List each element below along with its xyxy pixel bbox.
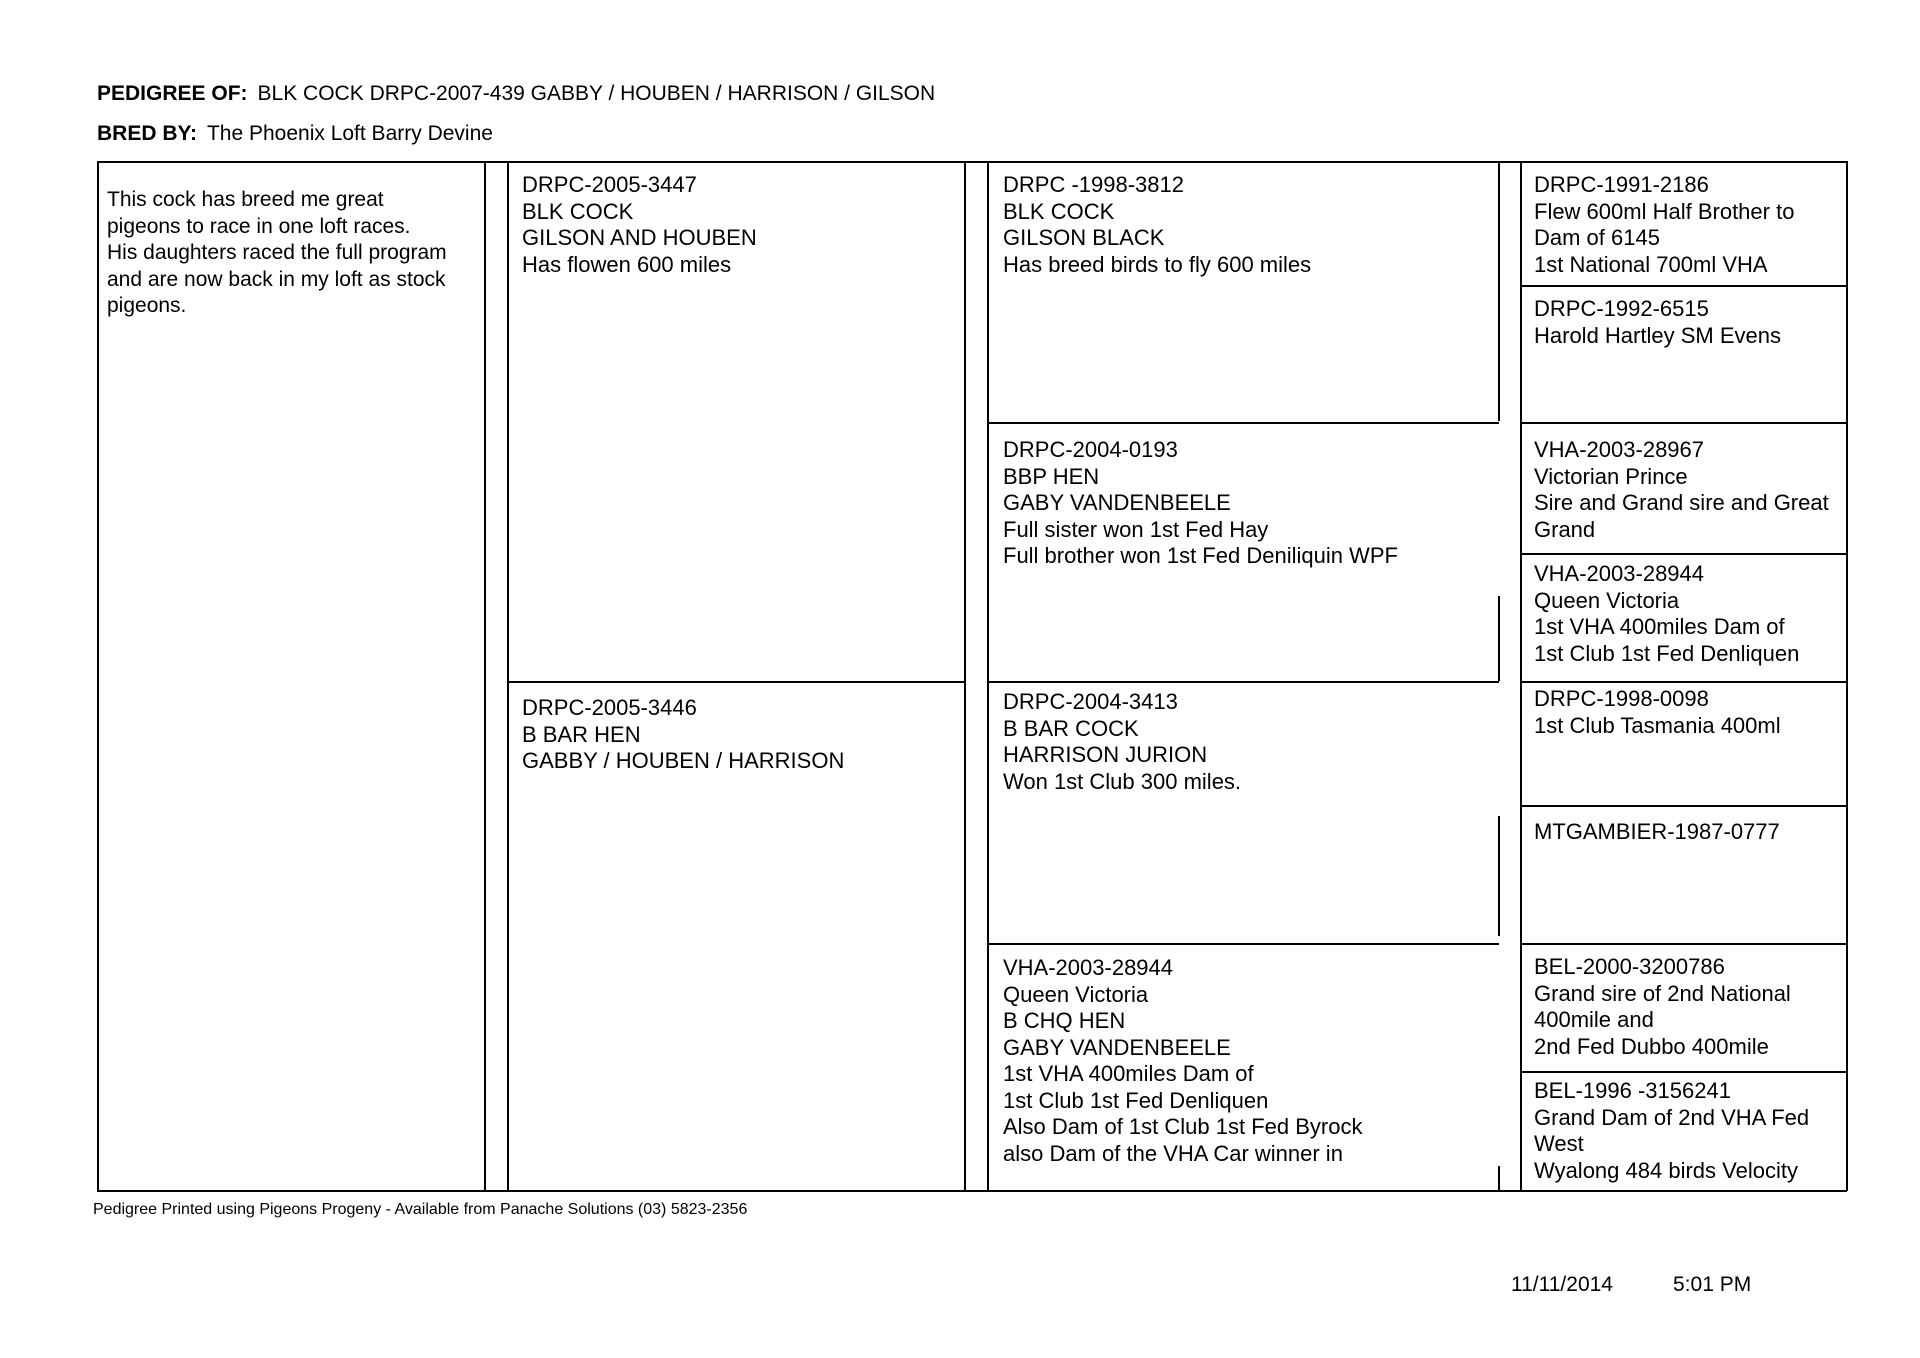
- sire-dam-box: DRPC-2004-0193 BBP HEN GABY VANDENBEELE Full sister won 1st Fed Hay Full brother won 1st Fed Deniliquin WPF: [1003, 437, 1398, 568]
- bred-by-value: The Phoenix Loft Barry Devine: [206, 122, 493, 145]
- bred-by-label: BRED BY:: [97, 122, 197, 145]
- col-line: [507, 161, 509, 1191]
- row-line: [1520, 943, 1847, 945]
- sire-sire-box: DRPC -1998-3812 BLK COCK GILSON BLACK Has breed birds to fly 600 miles: [1003, 172, 1312, 277]
- frame-right: [1846, 161, 1848, 1191]
- gg-dsd-box: MTGAMBIER-1987-0777: [1534, 819, 1780, 844]
- col-line: [1498, 161, 1500, 421]
- col-line: [1498, 816, 1500, 936]
- gg-ddd-box: BEL-1996 -3156241 Grand Dam of 2nd VHA Fed West Wyalong 484 birds Velocity: [1534, 1078, 1810, 1183]
- frame-top: [97, 161, 1847, 163]
- pedigree-label: PEDIGREE OF:: [97, 82, 248, 105]
- row-line: [1520, 285, 1847, 287]
- row-line: [1520, 553, 1847, 555]
- footer-credit: Pedigree Printed using Pigeons Progeny - Available from Panache Solutions (03) 5823-2356: [93, 1201, 748, 1218]
- row-line: [987, 681, 1499, 683]
- col-line: [987, 161, 989, 1191]
- row-line: [1520, 681, 1847, 683]
- row-line: [987, 422, 1499, 424]
- row-line: [987, 943, 1499, 945]
- row-line: [507, 681, 965, 683]
- pedigree-value: BLK COCK DRPC-2007-439 GABBY / HOUBEN / HARRISON / GILSON: [257, 82, 936, 105]
- dam-dam-box: VHA-2003-28944 Queen Victoria B CHQ HEN GABY VANDENBEELE 1st VHA 400miles Dam of 1st Club 1st Fed Denliquen Also Dam of 1st Club 1st Fed Byrock also Dam of the VHA Car winner in: [1003, 955, 1363, 1166]
- col-line: [1498, 596, 1500, 681]
- breeder-notes: This cock has breed me great pigeons to race in one loft races. His daughters raced the full program and are now back in my loft as stock pigeons.: [107, 188, 447, 317]
- row-line: [1520, 1071, 1847, 1073]
- gg-dss-box: DRPC-1998-0098 1st Club Tasmania 400ml: [1534, 686, 1781, 738]
- gg-dds-box: BEL-2000-3200786 Grand sire of 2nd National 400mile and 2nd Fed Dubbo 400mile: [1534, 954, 1791, 1059]
- print-time: 5:01 PM: [1673, 1273, 1752, 1296]
- print-date: 11/11/2014: [1511, 1273, 1613, 1296]
- gg-sdd-box: VHA-2003-28944 Queen Victoria 1st VHA 400miles Dam of 1st Club 1st Fed Denliquen: [1534, 561, 1800, 666]
- sire-box: DRPC-2005-3447 BLK COCK GILSON AND HOUBEN Has flowen 600 miles: [522, 172, 757, 277]
- frame-bottom: [97, 1190, 1847, 1192]
- gg-ssd-box: DRPC-1992-6515 Harold Hartley SM Evens: [1534, 296, 1781, 348]
- col-line: [484, 161, 486, 1191]
- dam-box: DRPC-2005-3446 B BAR HEN GABBY / HOUBEN / HARRISON: [522, 695, 845, 773]
- gg-sss-box: DRPC-1991-2186 Flew 600ml Half Brother to Dam of 6145 1st National 700ml VHA: [1534, 172, 1795, 277]
- col-line: [1498, 1166, 1500, 1191]
- col-line: [1520, 161, 1522, 1191]
- frame-left: [97, 161, 99, 1191]
- dam-sire-box: DRPC-2004-3413 B BAR COCK HARRISON JURION Won 1st Club 300 miles.: [1003, 689, 1242, 794]
- row-line: [1520, 805, 1847, 807]
- row-line: [1520, 422, 1847, 424]
- col-line: [964, 161, 966, 1191]
- gg-sds-box: VHA-2003-28967 Victorian Prince Sire and Grand sire and Great Grand: [1534, 437, 1829, 542]
